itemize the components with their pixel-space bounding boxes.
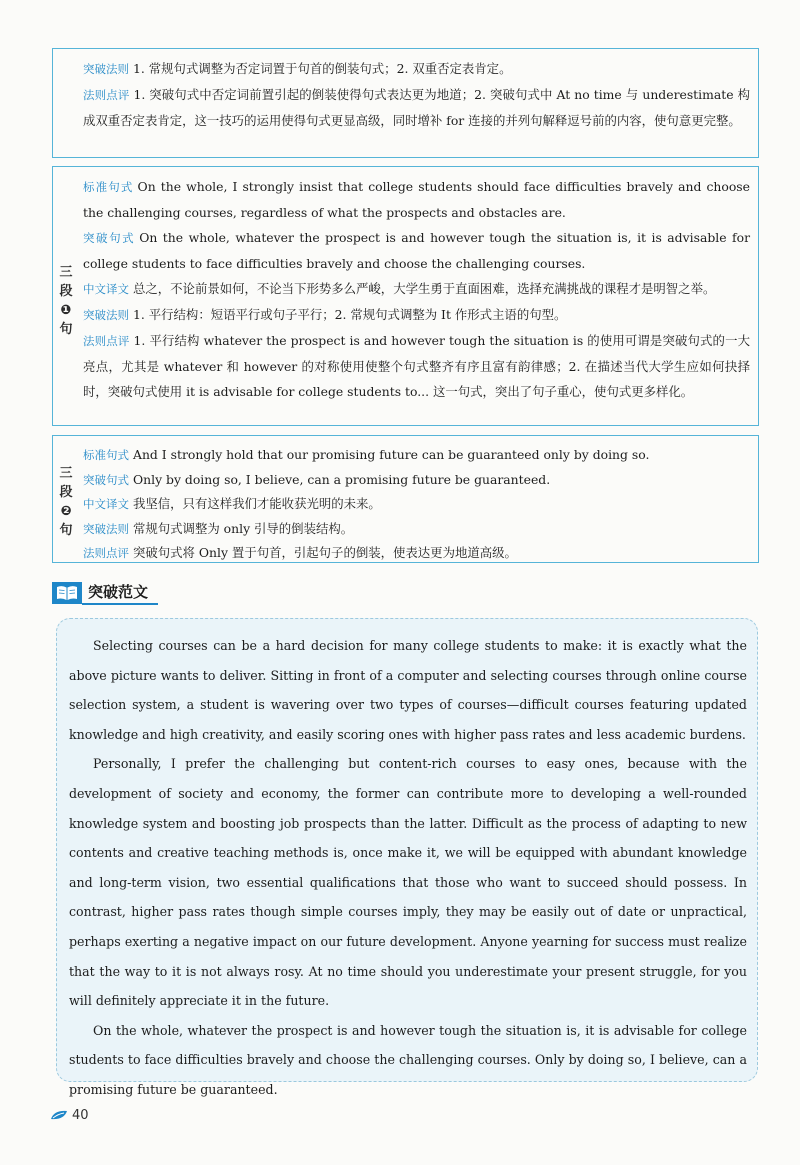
row-label: 中文译文 — [83, 497, 129, 511]
side-label — [57, 464, 75, 540]
row-text: 突破句式将 Only 置于句首，引起句子的倒装，使表达更为地道高级。 — [133, 545, 517, 560]
side-label-char: 段 — [59, 284, 73, 299]
row-text: 总之，不论前景如何，不论当下形势多么严峻，大学生勇于直面困难，选择充满挑战的课程才是明智之举。 — [133, 281, 716, 296]
side-label-char: 三 — [59, 265, 73, 280]
row-label: 中文译文 — [83, 282, 129, 296]
row-text: And I strongly hold that our promising future can be guaranteed only by doing so. — [133, 447, 650, 462]
book-icon — [52, 582, 82, 604]
row-text: 我坚信，只有这样我们才能收获光明的未来。 — [133, 496, 381, 511]
row-label: 突破法则 — [83, 521, 129, 536]
sentence-row — [83, 302, 750, 328]
side-label-char: 句 — [59, 523, 73, 538]
essay-paragraph: On the whole, whatever the prospect is and however tough the situation is, it is advisable for college students to face difficulties bravely and choose the challenging courses. Only by doing so, I believe, can a promising future be guaranteed. — [69, 1022, 747, 1097]
row-label: 突破法则 — [83, 308, 129, 322]
rule-box-1 — [52, 48, 759, 158]
side-label-char: 三 — [59, 466, 73, 481]
row-text: 1. 平行结构：短语平行或句子平行；2. 常规句式调整为 It 作形式主语的句型。 — [133, 307, 567, 322]
sentence-row — [83, 225, 750, 276]
rule-row — [83, 82, 750, 133]
row-text: 1. 突破句式中否定词前置引起的倒装使得句式表达更为地道；2. 突破句式中 At no time 与 underestimate 构成双重否定表肯定，这一技巧的运用使得句式更显高级，同时增补 for 连接的并列句解释逗号前的内容，使句意更完整。 — [83, 87, 751, 128]
row-label: 法则点评 — [83, 334, 130, 348]
side-label-char: 句 — [59, 322, 73, 337]
rule-row — [83, 56, 750, 82]
sentence-row — [83, 276, 750, 302]
sentence-box-paragraph3-sentence2 — [52, 435, 759, 563]
row-label: 突破法则 — [83, 62, 129, 76]
row-label: 法则点评 — [83, 546, 129, 560]
section-heading — [52, 581, 158, 605]
page-footer — [50, 1106, 89, 1125]
sentence-row — [83, 468, 750, 493]
row-label: 标准句式 — [83, 180, 134, 194]
row-label: 标准句式 — [83, 448, 129, 462]
row-text: Only by doing so, I believe, can a promising future be guaranteed. — [133, 471, 551, 487]
section-title: 突破范文 — [82, 582, 158, 605]
sentence-row — [83, 328, 750, 404]
model-essay — [56, 618, 758, 1097]
row-label: 突破句式 — [83, 472, 129, 487]
essay-paragraph: Personally, I prefer the challenging but content-rich courses to easy ones, because with the development of society and economy, the former can contribute more to developing a well-rounded knowledge system and boosting job prospects than the latter. Difficult as the process of adapting to new contents and creative teaching methods is, once make it, we will be equipped with abundant knowledge and long-term vision, two essential qualifications that those who want to succeed should possess. In contrast, higher pass rates though simple courses imply, they may be easily out of date or unpractical, perhaps exerting a negative impact on our future development. Anyone yearning for success must realize that the way to it is not always rosy. At no time should you underestimate your present struggle, for you will definitely appreciate it in the future. — [69, 756, 747, 1009]
row-text: On the whole, whatever the prospect is and however tough the situation is, it is advisable for college students to face difficulties bravely and choose the challenging courses. — [83, 230, 751, 271]
sentence-box-paragraph3-sentence1 — [52, 166, 759, 426]
sentence-row — [83, 174, 750, 225]
side-label — [57, 263, 75, 339]
row-text: On the whole, I strongly insist that college students should face difficulties bravely and choose the challenging courses, regardless of what the prospects and obstacles are. — [83, 179, 750, 220]
row-label: 法则点评 — [83, 88, 130, 102]
row-label: 突破句式 — [83, 231, 136, 245]
side-label-char: ❶ — [60, 303, 72, 318]
sentence-row — [83, 517, 750, 542]
row-text: 1. 平行结构 whatever the prospect is and however tough the situation is 的使用可谓是突破句式的一大亮点，尤其是 whatever 和 however 的对称使用使整个句式整齐有序且富有韵律感；2. 在描述当代大学生应如何抉择时，突破句式使用 it is advisable for college students to... 这一句式，突出了句子重心，使句式更多样化。 — [83, 333, 750, 399]
sentence-row — [83, 492, 750, 517]
side-label-char: ❷ — [60, 504, 72, 519]
page-number: 40 — [72, 1108, 89, 1123]
sentence-row — [83, 443, 750, 468]
side-label-char: 段 — [59, 485, 73, 500]
sentence-row — [83, 541, 750, 566]
row-text: 常规句式调整为 only 引导的倒装结构。 — [133, 520, 354, 536]
leaf-icon — [50, 1106, 68, 1125]
essay-paragraph: Selecting courses can be a hard decision for many college students to make: it is exactly what the above picture wants to deliver. Sitting in front of a computer and selecting courses through online course selection system, a student is wavering over two types of courses—difficult courses featuring updated knowledge and high creativity, and easily scoring ones with higher pass rates and less academic burdens. — [69, 638, 747, 742]
row-text: 1. 常规句式调整为否定词置于句首的倒装句式；2. 双重否定表肯定。 — [133, 61, 512, 76]
